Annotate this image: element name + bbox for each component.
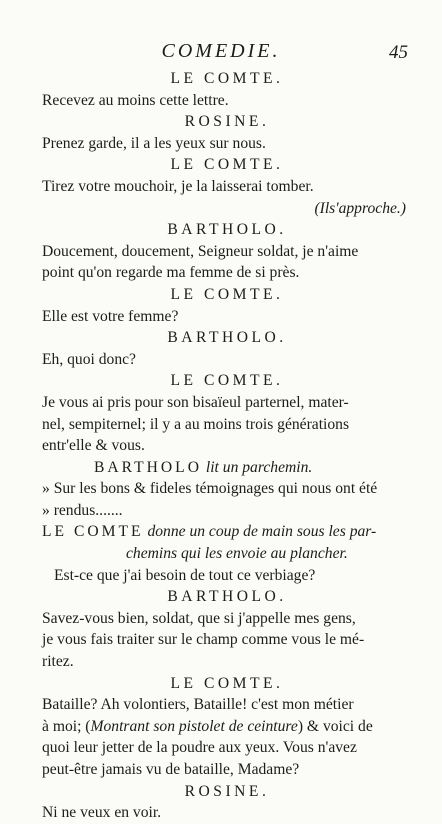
dialogue-line: ritez.: [42, 653, 74, 671]
dialogue-line: Elle est votre femme?: [42, 307, 179, 325]
stage-direction: lit un parchemin.: [205, 458, 313, 476]
page-number: 45: [389, 42, 408, 63]
dialogue-line: point qu'on regarde ma femme de si près.: [42, 264, 300, 282]
speaker-name: BARTHOLO.: [167, 588, 287, 606]
speaker-with-direction: [42, 521, 412, 543]
dialogue-line: Bataille? Ah volontiers, Bataille! c'est mon métier: [42, 696, 354, 714]
dialogue-line: [42, 716, 412, 738]
page-header: [0, 40, 442, 70]
dialogue-line: nel, sempiternel; il y a au moins trois générations: [42, 415, 350, 433]
dialogue-line: Est-ce que j'ai besoin de tout ce verbiage?: [54, 566, 316, 584]
dialogue-line: Savez-vous bien, soldat, que si j'appelle mes gens,: [42, 609, 356, 627]
speaker-name: LE COMTE.: [170, 372, 284, 390]
dialogue-line: Ni ne veux en voir.: [42, 804, 162, 822]
speaker-name: LE COMTE: [42, 523, 144, 541]
dialogue-line: quoi leur jetter de la poudre aux yeux. Vous n'avez: [42, 739, 357, 757]
speaker-with-direction: [42, 457, 412, 479]
dialogue-fragment: à moi; (: [42, 717, 91, 735]
stage-direction: chemins qui les envoie au plancher.: [126, 545, 348, 563]
speaker-name: ROSINE.: [184, 782, 270, 800]
speaker-name: LE COMTE.: [170, 674, 284, 692]
dialogue-line: Prenez garde, il a les yeux sur nous.: [42, 134, 266, 152]
play-text: [42, 68, 412, 824]
speaker-name: LE COMTE.: [170, 70, 284, 87]
dialogue-line: entr'elle & vous.: [42, 437, 145, 455]
dialogue-line: Doucement, doucement, Seigneur soldat, je n'aime: [42, 242, 359, 260]
dialogue-line: peut-être jamais vu de bataille, Madame?: [42, 761, 300, 778]
speaker-name: ROSINE.: [184, 113, 270, 131]
dialogue-line: Tirez votre mouchoir, je la laisserai tomber.: [42, 177, 314, 195]
speaker-name: LE COMTE.: [170, 156, 284, 174]
speaker-name: BARTHOLO.: [167, 221, 287, 239]
running-title: COMEDIE.: [161, 40, 281, 62]
speaker-name: BARTHOLO.: [167, 329, 287, 347]
stage-direction: (Ils'approche.): [314, 199, 406, 217]
dialogue-line: Recevez au moins cette lettre.: [42, 91, 229, 109]
dialogue-fragment: ) & voici de: [297, 717, 373, 735]
dialogue-line: » rendus.......: [42, 501, 123, 519]
dialogue-line: Eh, quoi donc?: [42, 350, 136, 368]
speaker-name: BARTHOLO: [94, 458, 202, 476]
stage-direction: donne un coup de main sous les par-: [147, 523, 377, 541]
dialogue-line: » Sur les bons & fideles témoignages qui nous ont été: [42, 480, 378, 498]
dialogue-line: Je vous ai pris pour son bisaïeul parternel, mater-: [42, 393, 349, 411]
speaker-name: LE COMTE.: [170, 285, 284, 303]
dialogue-line: je vous fais traiter sur le champ comme vous le mé-: [42, 631, 365, 649]
stage-direction: Montrant son pistolet de ceinture: [90, 717, 298, 735]
